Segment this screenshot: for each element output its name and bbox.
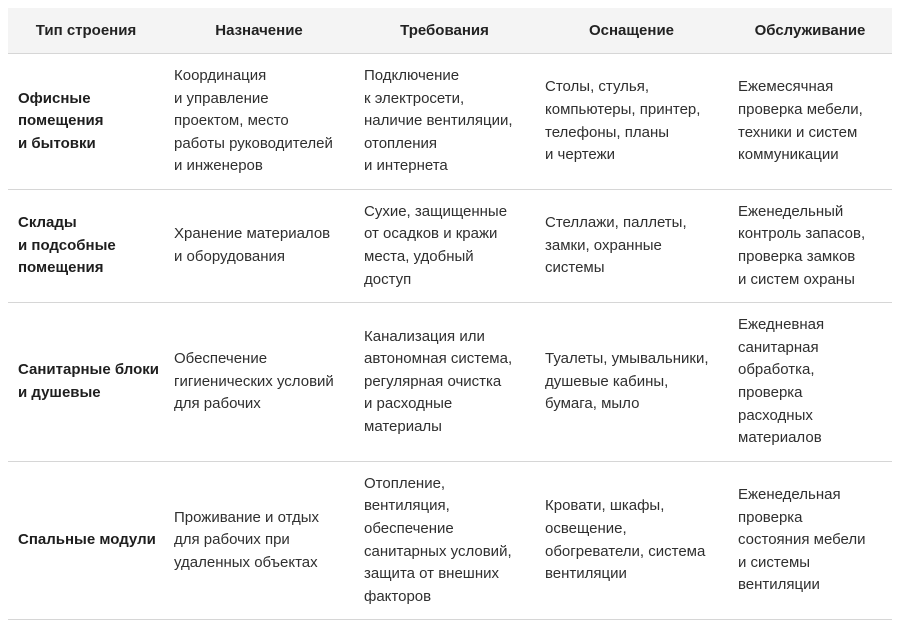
cell-requirements	[354, 303, 535, 462]
table-header-row	[8, 8, 892, 54]
cell-purpose-text: Координация и управление проектом, место работы руководителей и инженеров	[174, 67, 333, 175]
cell-service	[728, 462, 892, 620]
cell-equipment-text: Кровати, шкафы, освещение, обогреватели, система вентиляции	[545, 497, 706, 583]
cell-service	[728, 303, 892, 462]
cell-purpose-text: Проживание и отдых для рабочих при удаленных объектах	[174, 508, 319, 571]
cell-requirements	[354, 190, 535, 303]
cell-equipment-text: Столы, стулья, компьютеры, принтер, телефоны, планы и чертежи	[545, 78, 701, 164]
cell-equipment	[535, 462, 728, 620]
cell-equipment	[535, 190, 728, 303]
cell-service-text: Ежемесячная проверка мебели, техники и систем коммуникации	[738, 78, 863, 164]
cell-type	[8, 462, 164, 620]
cell-requirements-text: Канализация или автономная система, регулярная очистка и расходные материалы	[364, 327, 513, 435]
table-row	[8, 54, 892, 190]
cell-service-text: Ежедневная санитарная обработка, проверка расходных материалов	[738, 316, 825, 447]
cell-type-text: Склады и подсобные помещения	[18, 214, 116, 277]
table-row	[8, 303, 892, 462]
cell-requirements	[354, 462, 535, 620]
cell-requirements-text: Подключение к электросети, наличие вентиляции, отопления и интернета	[364, 67, 513, 175]
cell-equipment	[535, 54, 728, 190]
cell-service-text: Еженедельный контроль запасов, проверка замков и систем охраны	[738, 202, 866, 288]
cell-requirements-text: Отопление, вентиляция, обеспечение санитарных условий, защита от внешних факторов	[364, 474, 512, 605]
cell-purpose-text: Обеспечение гигиенических условий для рабочих	[174, 350, 334, 413]
buildings-table	[8, 8, 892, 620]
table-row	[8, 190, 892, 303]
cell-requirements-text: Сухие, защищенные от осадков и кражи места, удобный доступ	[364, 202, 508, 288]
cell-type	[8, 54, 164, 190]
table-row	[8, 462, 892, 620]
cell-purpose	[164, 303, 354, 462]
header-service: Обслуживание	[728, 8, 892, 54]
cell-equipment-text: Туалеты, умывальники, душевые кабины, бумага, мыло	[545, 350, 709, 413]
cell-purpose-text: Хранение материалов и оборудования	[174, 225, 331, 265]
cell-type-text: Санитарные блоки и душевые	[18, 361, 159, 401]
header-type: Тип строения	[8, 8, 164, 54]
header-purpose: Назначение	[164, 8, 354, 54]
cell-service	[728, 190, 892, 303]
cell-requirements	[354, 54, 535, 190]
cell-purpose	[164, 190, 354, 303]
header-requirements: Требования	[354, 8, 535, 54]
cell-type	[8, 303, 164, 462]
cell-equipment	[535, 303, 728, 462]
cell-type-text: Офисные помещения и бытовки	[18, 89, 104, 152]
cell-type-text: Спальные модули	[18, 531, 156, 549]
cell-equipment-text: Стеллажи, паллеты, замки, охранные системы	[545, 214, 687, 277]
cell-service-text: Еженедельная проверка состояния мебели и системы вентиляции	[738, 486, 866, 594]
header-equipment: Оснащение	[535, 8, 728, 54]
cell-purpose	[164, 54, 354, 190]
cell-service	[728, 54, 892, 190]
cell-purpose	[164, 462, 354, 620]
cell-type	[8, 190, 164, 303]
